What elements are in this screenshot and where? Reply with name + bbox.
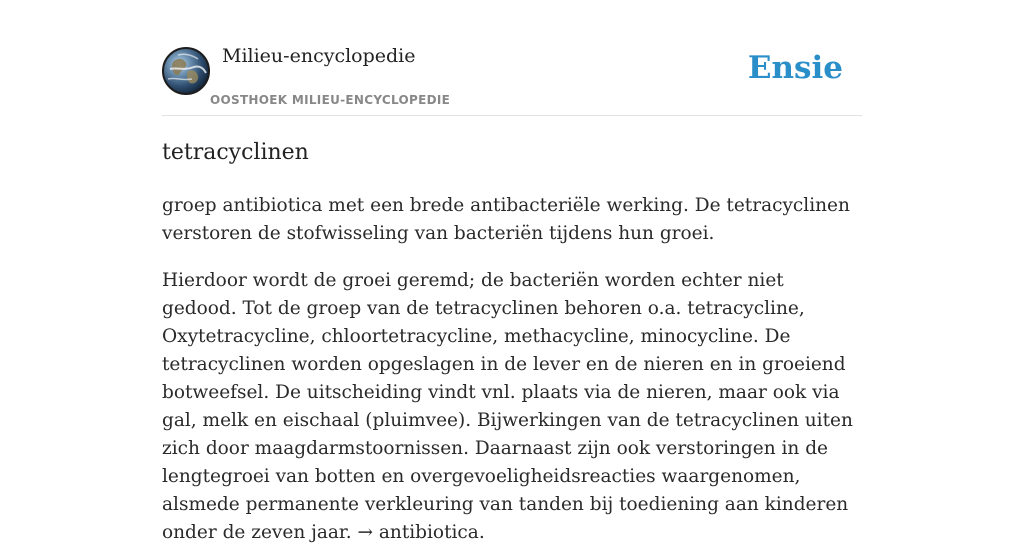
article-title: tetracyclinen bbox=[162, 140, 309, 165]
site-header bbox=[162, 0, 862, 116]
site-title[interactable]: Milieu-encyclopedie bbox=[222, 45, 416, 67]
article-paragraph-text: Hierdoor wordt de groei geremd; de bacteriën worden echter niet gedood. Tot de groep van de tetracyclinen behoren o.a. tetracycline, Oxytetracycline, chloortetracycline, methacycline, minocycline. De tetracyclinen worden opgeslagen in de lever en de nieren en in groeiend botweefsel. De uitscheiding vindt vnl. plaats via de nieren, maar ook via gal, melk en eischaal (pluimvee). Bijwerkingen van de tetracyclinen uiten zich door maagdarmstoornissen. Daarnaast zijn ook verstoringen in de lengtegroei van botten en overgevoeligheidsreacties waargenomen, alsmede permanente verkleuring van tanden bij toediening aan kinderen onder de zeven jaar. bbox=[162, 270, 853, 543]
article-paragraph bbox=[162, 267, 862, 547]
crossref-link-antibiotica[interactable]: → antibiotica. bbox=[357, 522, 485, 543]
brand-logo-link[interactable]: Ensie bbox=[747, 50, 843, 86]
site-subtitle[interactable]: OOSTHOEK MILIEU-ENCYCLOPEDIE bbox=[210, 93, 451, 107]
page bbox=[162, 0, 862, 543]
globe-icon[interactable] bbox=[162, 47, 210, 95]
globe-icon-graphic bbox=[164, 49, 208, 93]
article-paragraph: groep antibiotica met een brede antibacteriële werking. De tetracyclinen verstoren de stofwisseling van bacteriën tijdens hun groei. bbox=[162, 195, 850, 244]
